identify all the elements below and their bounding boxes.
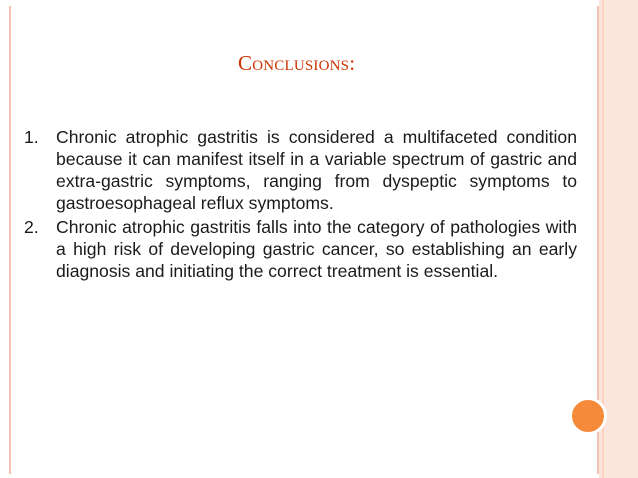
conclusion-text-2: Chronic atrophic gastritis falls into the category of pathologies with a high risk of developing gastric cancer, so establishing an early diagnosis and initiating the correct treatment is essential. [56, 217, 577, 281]
conclusions-list [24, 126, 577, 284]
conclusion-number-2: 2. [24, 217, 39, 237]
conclusion-number-1: 1. [24, 127, 39, 147]
conclusion-item-1 [24, 126, 577, 214]
decorative-orange-circle [569, 397, 607, 435]
slide-title: Conclusions: [238, 51, 356, 75]
conclusion-text-1: Chronic atrophic gastritis is considered a multifaceted condition because it can manifest itself in a variable spectrum of gastric and extra-gastric symptoms, ranging from dyspeptic symptoms to gastroesophageal reflux symptoms. [56, 127, 577, 213]
conclusion-item-2 [24, 216, 577, 282]
